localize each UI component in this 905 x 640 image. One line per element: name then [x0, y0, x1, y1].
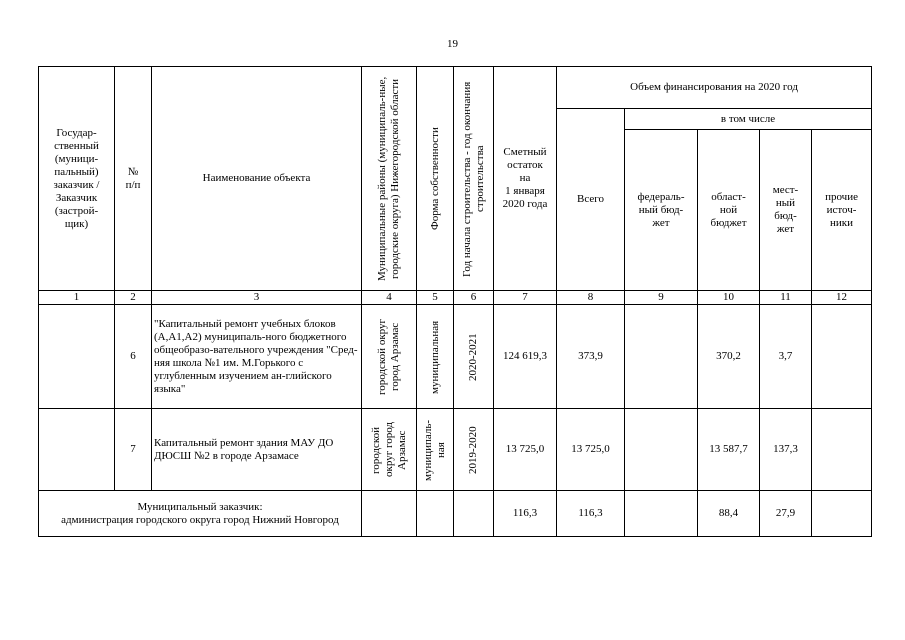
- cell-local: 137,3: [760, 409, 812, 491]
- cell-district-wrap: [362, 305, 417, 409]
- cell-total: 373,9: [557, 305, 625, 409]
- cell-other: [812, 409, 872, 491]
- cell-federal: [625, 305, 698, 409]
- column-number: 9: [625, 291, 698, 305]
- column-number: 3: [152, 291, 362, 305]
- column-number: 4: [362, 291, 417, 305]
- cell-num: 7: [115, 409, 152, 491]
- cell-federal: [625, 409, 698, 491]
- column-number: 12: [812, 291, 872, 305]
- page-number: 19: [447, 38, 458, 50]
- header-years: Год начала строительства - год окончания строительства: [460, 80, 486, 277]
- summary-label: Муниципальный заказчик: администрация городского округа город Нижний Новгород: [39, 491, 362, 537]
- header-financing: Объем финансирования на 2020 год: [557, 67, 872, 109]
- header-districts-cell: [362, 67, 417, 291]
- table-row: [39, 305, 872, 409]
- cell-customer: [39, 305, 115, 409]
- header-total: Всего: [557, 109, 625, 291]
- header-other: прочие источ- ники: [812, 130, 872, 291]
- cell-local: 3,7: [760, 305, 812, 409]
- header-including: в том числе: [625, 109, 872, 130]
- header-object-name: Наименование объекта: [152, 67, 362, 291]
- cell-customer: [39, 409, 115, 491]
- header-districts: Муниципальные районы (муниципаль-ные, городские округа) Нижегородской области: [376, 76, 401, 281]
- cell-other: [812, 305, 872, 409]
- summary-regional: 88,4: [698, 491, 760, 537]
- header-federal: федераль- ный бюд- жет: [625, 130, 698, 291]
- cell-balance: 124 619,3: [494, 305, 557, 409]
- column-number: 10: [698, 291, 760, 305]
- cell-years-wrap: [454, 409, 494, 491]
- cell-years: 2020-2021: [467, 332, 479, 381]
- summary-row: [39, 491, 872, 537]
- header-ownership-cell: [417, 67, 454, 291]
- summary-district: [362, 491, 417, 537]
- table-row: [39, 409, 872, 491]
- cell-regional: 13 587,7: [698, 409, 760, 491]
- column-numbers-row: [39, 291, 872, 305]
- header-local: мест- ный бюд- жет: [760, 130, 812, 291]
- header-customer: Государ- ственный (муници- пальный) заказчик / Заказчик (застрой- щик): [39, 67, 115, 291]
- header-regional: област- ной бюджет: [698, 130, 760, 291]
- cell-ownership-wrap: [417, 305, 454, 409]
- summary-local: 27,9: [760, 491, 812, 537]
- cell-years-wrap: [454, 305, 494, 409]
- cell-district-wrap: [362, 409, 417, 491]
- column-number: 11: [760, 291, 812, 305]
- cell-balance: 13 725,0: [494, 409, 557, 491]
- cell-ownership: муниципальная: [428, 319, 441, 394]
- summary-years: [454, 491, 494, 537]
- cell-object-name: "Капитальный ремонт учебных блоков (А,А1,А2) муниципаль-ного бюджетного общеобразо-вательного учреждения "Сред-няя школа №1 им. М.Горького с углубленным изучением ан-глийского языка": [152, 305, 362, 409]
- cell-num: 6: [115, 305, 152, 409]
- summary-balance: 116,3: [494, 491, 557, 537]
- financing-table: [38, 66, 872, 537]
- column-number: 6: [454, 291, 494, 305]
- header-balance: Сметный остаток на 1 января 2020 года: [494, 67, 557, 291]
- cell-object-name: Капитальный ремонт здания МАУ ДО ДЮСШ №2 в городе Арзамасе: [152, 409, 362, 491]
- header-years-cell: [454, 67, 494, 291]
- column-number: 5: [417, 291, 454, 305]
- cell-district: городской округ город Арзамас: [376, 318, 401, 395]
- header-num: № п/п: [115, 67, 152, 291]
- header-ownership: Форма собственности: [428, 127, 441, 230]
- column-number: 7: [494, 291, 557, 305]
- column-number: 2: [115, 291, 152, 305]
- summary-total: 116,3: [557, 491, 625, 537]
- cell-regional: 370,2: [698, 305, 760, 409]
- column-number: 1: [39, 291, 115, 305]
- summary-federal: [625, 491, 698, 537]
- cell-ownership: муниципаль-ная: [422, 418, 447, 481]
- column-number: 8: [557, 291, 625, 305]
- cell-ownership-wrap: [417, 409, 454, 491]
- cell-district: городской округ город Арзамас: [369, 422, 408, 477]
- summary-other: [812, 491, 872, 537]
- summary-ownership: [417, 491, 454, 537]
- cell-total: 13 725,0: [557, 409, 625, 491]
- cell-years: 2019-2020: [467, 425, 479, 474]
